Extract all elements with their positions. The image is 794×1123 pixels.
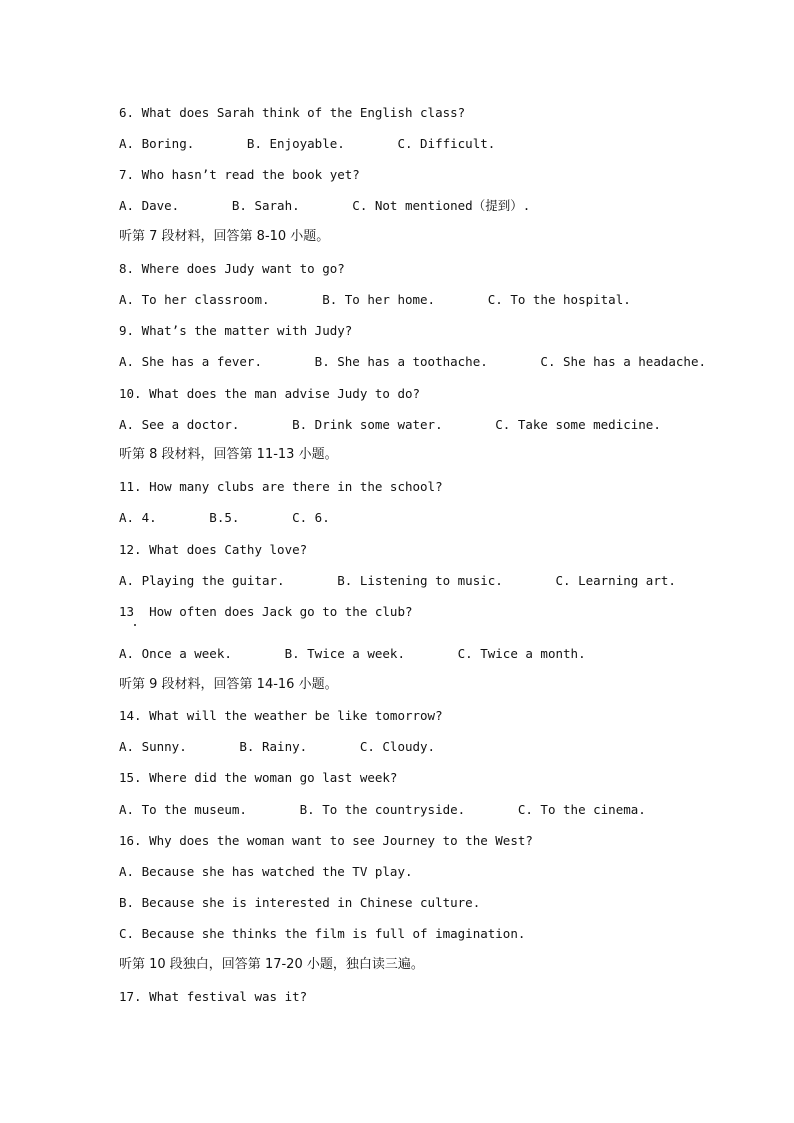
question-6-options: A. Boring. B. Enjoyable. C. Difficult.	[119, 136, 496, 151]
question-7-options: A. Dave. B. Sarah. C. Not mentioned（提到）.	[119, 198, 531, 213]
question-17: 17. What festival was it?	[119, 989, 308, 1004]
question-14-options: A. Sunny. B. Rainy. C. Cloudy.	[119, 739, 436, 754]
section-heading-10: 听第 10 段独白，回答第 17-20 小题，独白读三遍。	[119, 957, 424, 972]
question-15: 15. Where did the woman go last week?	[119, 770, 398, 785]
question-12: 12. What does Cathy love?	[119, 542, 308, 557]
question-9-options: A. She has a fever. B. She has a toothache. C. She has a headache.	[119, 354, 706, 369]
question-10: 10. What does the man advise Judy to do?	[119, 386, 421, 401]
stray-dot	[134, 624, 136, 626]
question-12-options: A. Playing the guitar. B. Listening to music. C. Learning art.	[119, 573, 676, 588]
question-16-option-b: B. Because she is interested in Chinese culture.	[119, 895, 481, 910]
section-heading-7: 听第 7 段材料，回答第 8-10 小题。	[119, 229, 330, 244]
question-14: 14. What will the weather be like tomorrow?	[119, 708, 443, 723]
question-7: 7. Who hasn’t read the book yet?	[119, 167, 360, 182]
question-11: 11. How many clubs are there in the school?	[119, 479, 443, 494]
question-11-options: A. 4. B.5. C. 6.	[119, 510, 330, 525]
question-13: 13 How often does Jack go to the club?	[119, 604, 413, 619]
section-heading-8: 听第 8 段材料，回答第 11-13 小题。	[119, 447, 338, 462]
question-13-options: A. Once a week. B. Twice a week. C. Twice a month.	[119, 646, 586, 661]
question-15-options: A. To the museum. B. To the countryside. C. To the cinema.	[119, 802, 646, 817]
question-10-options: A. See a doctor. B. Drink some water. C. Take some medicine.	[119, 417, 661, 432]
question-6: 6. What does Sarah think of the English class?	[119, 105, 466, 120]
question-9: 9. What’s the matter with Judy?	[119, 323, 353, 338]
question-16-option-c: C. Because she thinks the film is full of imagination.	[119, 926, 526, 941]
question-8-options: A. To her classroom. B. To her home. C. To the hospital.	[119, 292, 631, 307]
section-heading-9: 听第 9 段材料，回答第 14-16 小题。	[119, 677, 338, 692]
question-8: 8. Where does Judy want to go?	[119, 261, 345, 276]
question-16-option-a: A. Because she has watched the TV play.	[119, 864, 413, 879]
question-16: 16. Why does the woman want to see Journey to the West?	[119, 833, 533, 848]
